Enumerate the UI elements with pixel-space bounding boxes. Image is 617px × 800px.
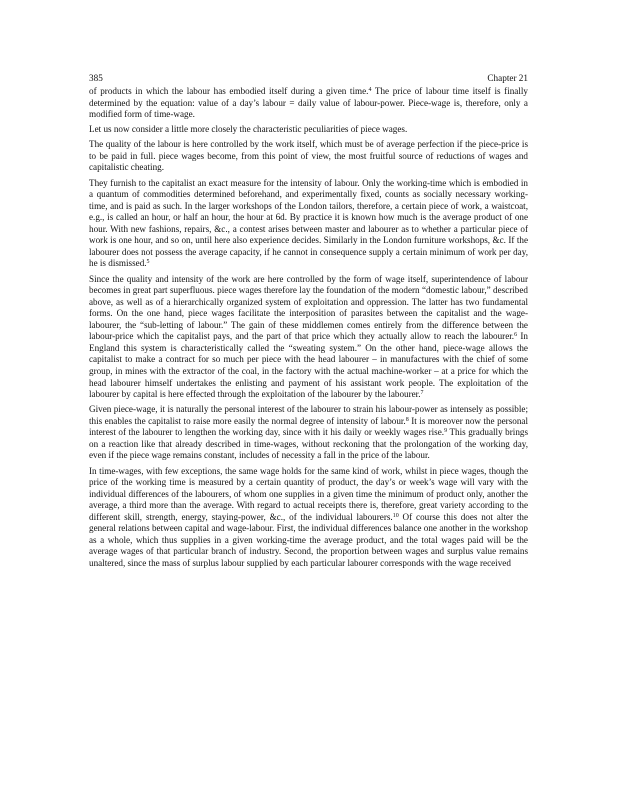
running-head <box>89 72 528 84</box>
paragraph <box>89 86 528 121</box>
paragraph-text: Of course this does not alter the general relations between capital and wage-labour. First, the individual differences balance one another in the workshop as a whole, which thus supplies in a given working-time the average product, and the total wages paid will be the average wages of that particular branch of industry. Second, the proportion between wages and surplus value remains unaltered, since the mass of surplus labour supplied by each particular labourer corresponds with the wage received <box>89 511 528 568</box>
paragraph-text: of products in which the labour has embodied itself during a given time. <box>89 86 369 96</box>
paragraph <box>89 124 528 136</box>
paragraph-text: Since the quality and intensity of the work are here controlled by the form of wage itself, superintendence of labour becomes in great part superfluous. piece wages therefore lay the foundation of the modern “domestic labour,” described above, as well as of a hierarchically organized system of exploitation and oppression. The latter has two fundamental forms. On the one hand, piece wages facilitate the interposition of parasites between the capitalist and the wage-labourer, the “sub-letting of labour.” The gain of these middlemen comes entirely from the difference between the labour-price which the capitalist pays, and the part of that price which they actually allow to reach the labourer. <box>89 273 528 342</box>
chapter-title: Chapter 21 <box>487 73 528 83</box>
paragraph <box>89 466 528 570</box>
paragraph-text: In England this system is characteristically called the “sweating system.” On the other hand, piece-wage allows the capitalist to make a contract for so much per piece with the head labourer – in manufactures with the chief of some group, in mines with the extractor of the coal, in the factory with the actual machine-worker – at a price for which the head labourer himself undertakes the enlisting and payment of his assistant work people. The exploitation of the labourer by capital is here effected through the exploitation of the labourer by the labourer. <box>89 331 528 400</box>
paragraph <box>89 178 528 270</box>
body-text <box>89 86 528 573</box>
paragraph <box>89 274 528 401</box>
paragraph-text: This gradually brings on a reaction like that already described in time-wages, without reckoning that the prolongation of the working day, even if the piece wage remains constant, includes of necessity a fall in the price of the labour. <box>89 427 528 461</box>
footnote-reference[interactable]: 7 <box>420 389 424 396</box>
paragraph-text: The quality of the labour is here controlled by the work itself, which must be of average perfection if the piece-price is to be paid in full. piece wages become, from this point of view, the most fruitful source of reductions of wages and capitalistic cheating. <box>89 139 528 173</box>
footnote-reference[interactable]: 10 <box>392 512 399 519</box>
footnote-reference[interactable]: 8 <box>405 416 409 423</box>
paragraph <box>89 139 528 174</box>
paragraph-text: It is moreover now the personal interest of the labourer to lengthen the working day, since with it his daily or weekly wages rise. <box>89 415 528 438</box>
paragraph-text: Let us now consider a little more closely the characteristic peculiarities of piece wages. <box>89 124 408 135</box>
page-number: 385 <box>89 73 103 83</box>
footnote-reference[interactable]: 9 <box>444 428 448 435</box>
footnote-reference[interactable]: 4 <box>368 86 372 93</box>
paragraph-text: The price of labour time itself is finally determined by the equation: value of a day’s labour = daily value of labour-power. Piece-wage is, therefore, only a modified form of time-wage. <box>89 86 528 120</box>
paragraph-text: In time-wages, with few exceptions, the same wage holds for the same kind of work, whilst in piece wages, though the price of the working time is measured by a certain quantity of product, the day’s or week’s wage will vary with the individual differences of the labourers, of whom one supplies in a given time the minimum of product only, another the average, a third more than the average. With regard to actual receipts there is, therefore, great variety according to the different skill, strength, energy, staying-power, &c., of the individual labourers. <box>89 465 528 522</box>
paragraph <box>89 404 528 462</box>
footnote-reference[interactable]: 5 <box>146 259 150 266</box>
paragraph-text: Given piece-wage, it is naturally the personal interest of the labourer to strain his labour-power as intensely as possible; this enables the capitalist to raise more easily the normal degree of intensity of labour. <box>89 404 528 426</box>
paragraph-text: They furnish to the capitalist an exact measure for the intensity of labour. Only the working-time which is embodied in a quantum of commodities determined beforehand, and experimentally fixed, counts as socially necessary working-time, and is paid as such. In the larger workshops of the London tailors, therefore, a certain piece of work, a waistcoat, e.g., is called an hour, or half an hour, the hour at 6d. By practice it is known how much is the average product of one hour. With new fashions, repairs, &c., a contest arises between master and labourer as to whether a particular piece of work is one hour, and so on, until here also experience decides. Similarly in the London furniture workshops, &c. If the labourer does not possess the average capacity, if he cannot in consequence supply a certain minimum of work per day, he is dismissed. <box>89 177 528 269</box>
footnote-reference[interactable]: 6 <box>514 332 518 339</box>
